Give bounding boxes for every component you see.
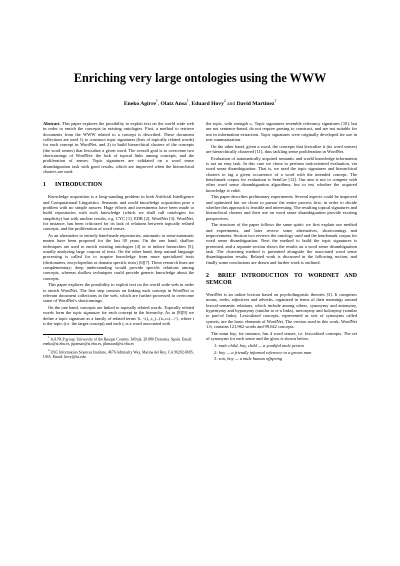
footnote-text: IxA NLP group. University of the Basque Country. 649 pk. 20.080 Donostia. Spain. Email: eneko@si.ehu.es, jipansao@si.ehu.es, jibmaard@si.ehu.es bbox=[43, 337, 193, 347]
paragraph: This paper explores the possibility to exploit text on the world wide web in order to enrich WordNet. The first step consists on linking each concept in WordNet to relevant document collections in the web, which are further processed to overcome some of WordNet's shortcomings. bbox=[43, 282, 194, 304]
two-column-body bbox=[43, 121, 357, 363]
author-name: David Martinez bbox=[236, 100, 275, 107]
footnote bbox=[43, 348, 194, 360]
paper-title: Enriching very large ontologies using the WWW bbox=[73, 71, 327, 85]
footnote-text: USC Information Sciences Institute, 4676 Admiralty Way, Marina del Rey, CA 90292-6695, USA. Email: hovy@isi.edu bbox=[43, 350, 194, 360]
left-column bbox=[43, 121, 194, 363]
emphasis: topic signature bbox=[72, 310, 101, 316]
paragraph bbox=[206, 331, 357, 342]
paragraph: the topic, with strength cᵢ. Topic signatures resemble relevancy signatures [10], but are not sentence-based, do not require parsing to construct, and are not suitable for use in information extraction. Topic signatures were originally developed for use in text summarization. bbox=[206, 120, 357, 142]
abstract-label: Abstract. bbox=[43, 120, 61, 126]
paragraph: The structure of the paper follows the same spirit: we first explain our method and experiments, and later review some alternatives, shortcomings and improvements. Section two reviews the ontology used and the benchmark corpus for word sense disambiguation. Next the method to build the topic signatures is presented, and a separate section shows the results on a word sense disambiguation task. The clustering method is presented alongside the associated word sense disambiguation results. Related work is discussed in the following section, and finally some conclusions are drawn and further work is outlined. bbox=[206, 222, 357, 265]
paragraph-text: for each concept in the hierarchy. As in [8][9] we define a topic signature as a family of related terms {t, <(t₁,c₁)...(tₙ,cₙ)...>}, where t is the topic (i.e. the target concept) and each tᵢ is a word associated with bbox=[43, 310, 194, 327]
paragraph-text: The noun bbox=[211, 330, 230, 336]
affiliation-mark: 1 bbox=[186, 99, 189, 103]
emphasis: boy bbox=[229, 330, 237, 336]
right-column bbox=[206, 121, 357, 363]
paragraph: As an alternative to entirely hand-made repositories, automatic or semi-automatic means have been proposed for the last 30 years. On the one hand, shallow techniques are used to enrich existing ontologies [4] or to induce hierarchies [5], usually analyzing large corpora of texts. On the other hand, deep natural language processing is called for to acquire knowledge from more specialized texts (dictionaries, encyclopedias or domain specific texts) [6][7]. These research lines are complementary; deep understanding would provide specific relations among concepts, whereas shallow techniques could provide generic knowledge about the concepts. bbox=[43, 233, 194, 281]
footnote-mark: 1 bbox=[48, 335, 50, 340]
gloss-item: 2: boy — a friendly informal reference to a grown man bbox=[214, 349, 312, 355]
affiliation-mark: 2 bbox=[223, 99, 226, 103]
gloss-item: 3: son, boy — a male human offspring bbox=[214, 356, 283, 362]
footnote-mark: 2 bbox=[48, 348, 50, 353]
abstract bbox=[43, 121, 194, 174]
footnote bbox=[43, 335, 194, 347]
section-heading bbox=[43, 182, 194, 189]
affiliation-mark: 1 bbox=[155, 99, 158, 103]
author-line: Eneko Agirre$^1$, Olatz Ansa$^1$, Eduard Hovy$^2$ and David Martinez$^1$ bbox=[123, 99, 277, 107]
section-title: INTRODUCTION bbox=[55, 182, 103, 189]
section-number: 1 bbox=[43, 182, 46, 189]
paragraph: Knowledge acquisition is a long-standing problem in both Artificial Intelligence and Computational Linguistics. Semantic and world knowledge acquisition pose a problem with no simple answer. Huge efforts and investments have been made to build repositories with such knowledge (which we shall call ontologies for simplicity) but with unclear results, e.g. CYC [1], EDR [2], WordNet [3]. WordNet, for instance, has been criticized for its lack of relations between topically related concepts, and the proliferation of word senses. bbox=[43, 194, 194, 232]
section-heading bbox=[206, 273, 357, 287]
paragraph: WordNet is an online lexicon based on psycholinguistic theories [3]. It comprises nouns, verbs, adjectives and adverbs, organized in terms of their meanings around lexical-semantic relations, which include among others, synonymy and antonymy, hypernymy and hyponymy (similar to is-a links), meronymy and holonymy (similar to part-of links). Lexicalized concepts, represented as sets of synonyms called synsets, are the basic elements of WordNet. The version used in this work, WordNet 1.6, contains 121,962 words and 99,642 concepts. bbox=[206, 291, 357, 330]
paragraph: Evaluation of automatically acquired semantic and world knowledge information is not an easy task. In this case we chose to perform task-oriented evaluation, via word sense disambiguation. That is, we used the topic signatures and hierarchical clusters to tag a given occurrence of a word with the intended concept. The benchmark corpus for evaluation is SemCor [12]. Our aim is not to compete with other word sense disambiguation algorithms, but to test whether the acquired knowledge is valid. bbox=[206, 155, 357, 193]
author-name: Eneko Agirre bbox=[123, 100, 156, 107]
gloss-item: 1: male child, boy, child — a youthful male person bbox=[214, 343, 304, 349]
author-name: Eduard Hovy bbox=[191, 100, 224, 107]
paragraph-text: , for instance, has 4 word senses, i.e. lexicalized concepts. The set of synonyms for each sense and the gloss is shown below: bbox=[206, 330, 357, 342]
abstract-text: This paper explores the possibility to exploit text on the world wide web in order to enrich the concepts in existing ontologies. First, a method to retrieve documents from the WWW related to a concept is described. These document collections are used 1) to construct topic signatures (lists of topically related words) for each concept in WordNet, and 2) to build hierarchical clusters of the concepts (the word senses) that lexicalize a given word. The overall goal is to overcome two shortcomings of WordNet: the lack of topical links among concepts, and the proliferation of senses. Topic signatures are validated on a word sense disambiguation task with good results, which are improved when the hierarchical clusters are used. bbox=[43, 120, 194, 174]
affiliation-mark: 1 bbox=[274, 99, 277, 103]
paragraph-text: On the one hand, concepts are linked to topically related words. Topically related words form the bbox=[43, 305, 194, 316]
author-name: Olatz Ansa bbox=[160, 100, 187, 107]
paragraph: This paper describes preliminary experiments. Several aspects could be improved and optimized but we chose to pursue the entire process first, in order to decide whether this approach is feasible and interesting. The resulting topical signatures and hierarchical clusters and their use on word sense disambiguation provide exciting perspectives. bbox=[206, 194, 357, 221]
section-title: BRIEF INTRODUCTION TO WORDNET AND SEMCOR bbox=[206, 272, 357, 286]
paragraph: On the other hand, given a word, the concepts that lexicalize it (its word senses) are hierarchically clustered [11], thus tackling sense proliferation in WordNet. bbox=[206, 143, 357, 154]
section-number: 2 bbox=[206, 272, 209, 279]
gloss-list bbox=[214, 343, 357, 361]
paragraph bbox=[43, 305, 194, 326]
